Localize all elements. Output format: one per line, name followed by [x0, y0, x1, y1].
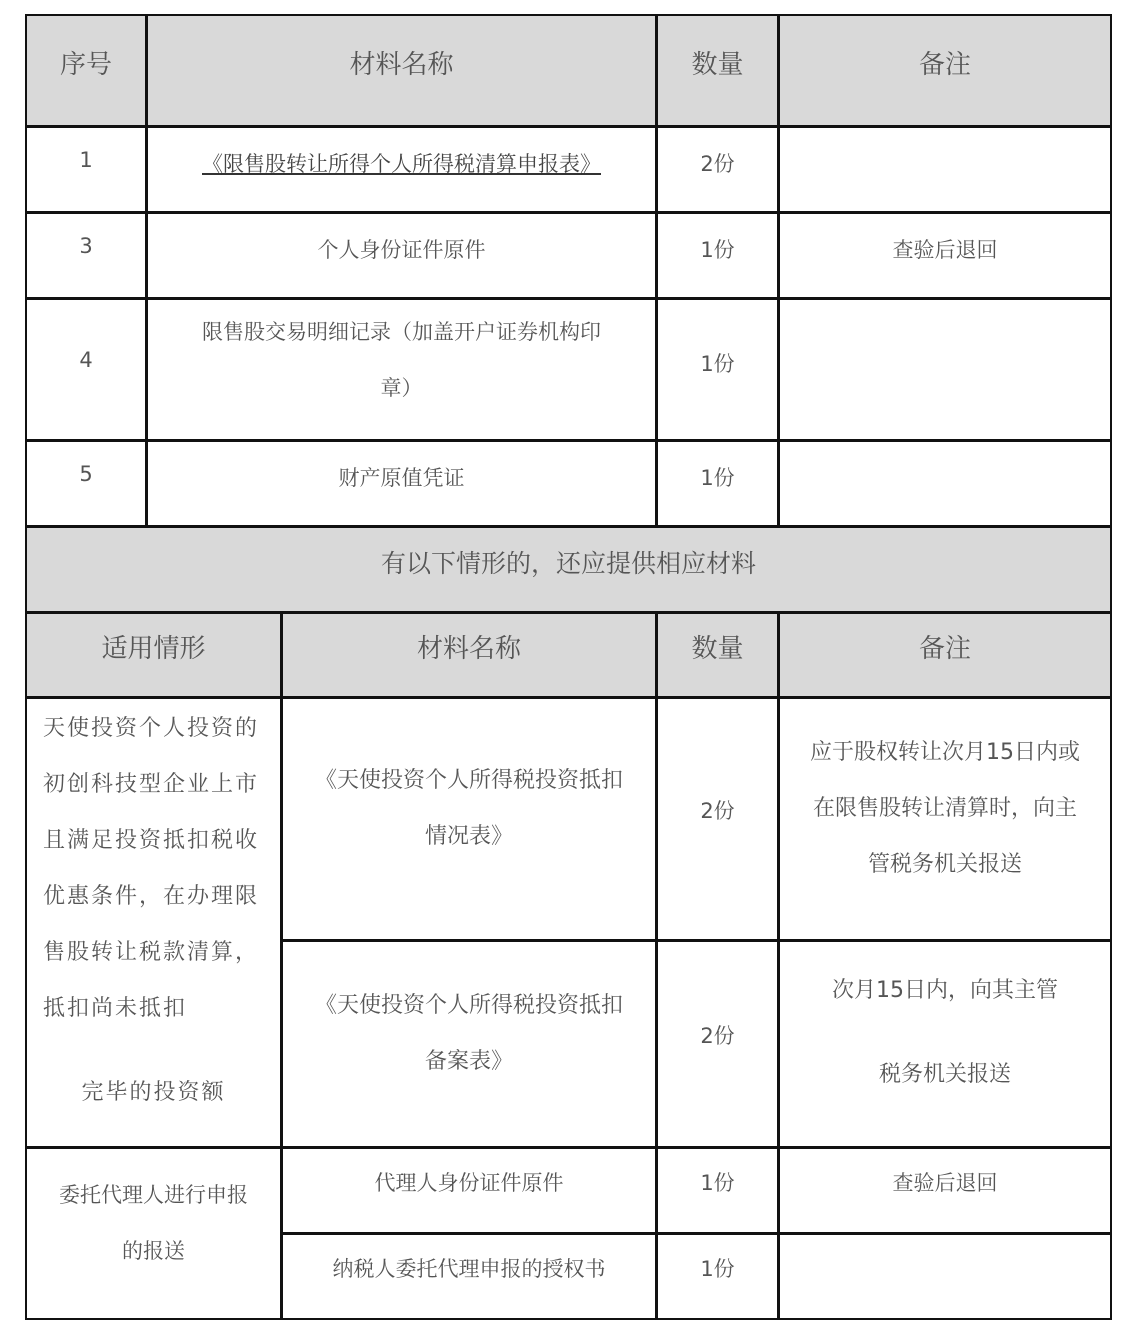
row-material-line: 备案表》 — [424, 1049, 513, 1074]
row-index: 3 — [79, 234, 93, 258]
situation-angel-investment — [25, 697, 282, 1148]
header-quantity-label: 数量 — [691, 634, 744, 664]
row-notes-line: 次月15日内，向其主管 — [832, 978, 1058, 1003]
header-quantity-2 — [656, 612, 779, 698]
row-quantity: 1份 — [700, 1257, 735, 1281]
header-material-2 — [281, 612, 657, 698]
row-index: 5 — [79, 462, 93, 486]
header-material-label: 材料名称 — [416, 634, 521, 664]
row-material: 纳税人委托代理申报的授权书 — [332, 1257, 606, 1281]
situation-line: 委托代理人进行申报 — [59, 1183, 248, 1207]
row-quantity: 2份 — [700, 1024, 735, 1048]
row-quantity: 1份 — [700, 352, 735, 376]
header-index — [25, 14, 147, 127]
row-index: 4 — [79, 348, 93, 372]
header-quantity — [656, 14, 779, 127]
section-banner-text: 有以下情形的，还应提供相应材料 — [380, 549, 756, 578]
table-row-1-notes — [778, 126, 1112, 213]
row-notes-line: 应于股权转让次月15日内或 — [810, 740, 1080, 765]
table-row-investment-filing-quantity — [656, 940, 779, 1148]
situation-line: 优惠条件，在办理限 — [43, 884, 260, 909]
row-material-line: 章） — [380, 376, 423, 400]
material-link[interactable]: 《限售股转让所得个人所得税清算申报表》 — [202, 152, 601, 176]
table-row-3-index — [25, 212, 147, 299]
table-row-authorization-material — [281, 1233, 657, 1320]
table-row-agent-id-quantity — [656, 1147, 779, 1234]
table-row-agent-id-material — [281, 1147, 657, 1234]
table-row-5-material — [146, 440, 657, 527]
situation-line: 天使投资个人投资的 — [43, 716, 260, 741]
situation-line: 初创科技型企业上市 — [43, 772, 260, 797]
row-quantity: 1份 — [700, 238, 735, 262]
header-material — [146, 14, 657, 127]
header-notes-label: 备注 — [918, 50, 971, 80]
situation-agent-filing — [25, 1147, 282, 1320]
situation-line: 完毕的投资额 — [81, 1080, 226, 1105]
row-material: 代理人身份证件原件 — [374, 1171, 564, 1195]
table-row-1-material — [146, 126, 657, 213]
situation-line: 且满足投资抵扣税收 — [43, 828, 260, 853]
header-index-label: 序号 — [59, 50, 112, 80]
table-row-3-quantity — [656, 212, 779, 299]
table-row-4-material — [146, 298, 657, 441]
table-row-4-index — [25, 298, 147, 441]
row-material: 财产原值凭证 — [338, 466, 465, 490]
table-row-5-quantity — [656, 440, 779, 527]
row-notes-line: 在限售股转让清算时，向主 — [812, 796, 1077, 821]
row-quantity: 2份 — [700, 152, 735, 176]
situation-line: 的报送 — [122, 1239, 185, 1263]
table-row-5-index — [25, 440, 147, 527]
table-row-investment-status-material — [281, 697, 657, 941]
table-row-investment-filing-notes — [778, 940, 1112, 1148]
row-quantity: 1份 — [700, 466, 735, 490]
row-material-line: 《天使投资个人所得税投资抵扣 — [314, 768, 623, 793]
row-material-line: 《天使投资个人所得税投资抵扣 — [314, 993, 623, 1018]
table-row-5-notes — [778, 440, 1112, 527]
row-notes-line: 管税务机关报送 — [867, 852, 1022, 877]
table-row-3-material — [146, 212, 657, 299]
header-situation — [25, 612, 282, 698]
row-material: 个人身份证件原件 — [317, 238, 486, 262]
row-material-line: 情况表》 — [424, 824, 513, 849]
header-material-label: 材料名称 — [349, 50, 454, 80]
row-quantity: 1份 — [700, 1171, 735, 1195]
table-row-4-notes — [778, 298, 1112, 441]
row-notes: 查验后退回 — [892, 1171, 998, 1195]
situation-line: 售股转让税款清算， — [43, 940, 260, 965]
row-notes: 查验后退回 — [892, 238, 998, 262]
header-notes-2 — [778, 612, 1112, 698]
table-row-investment-filing-material — [281, 940, 657, 1148]
situation-line: 抵扣尚未抵扣 — [43, 996, 188, 1021]
row-material-line: 限售股交易明细记录（加盖开户证券机构印 — [202, 320, 601, 344]
table-row-3-notes — [778, 212, 1112, 299]
header-situation-label: 适用情形 — [101, 634, 206, 664]
row-index: 1 — [79, 148, 93, 172]
section-banner — [25, 526, 1112, 613]
header-quantity-label: 数量 — [691, 50, 744, 80]
row-quantity: 2份 — [700, 799, 735, 823]
table-row-1-quantity — [656, 126, 779, 213]
table-row-investment-status-notes — [778, 697, 1112, 941]
table-row-authorization-notes — [778, 1233, 1112, 1320]
table-row-1-index — [25, 126, 147, 213]
header-notes — [778, 14, 1112, 127]
table-row-4-quantity — [656, 298, 779, 441]
table-row-investment-status-quantity — [656, 697, 779, 941]
row-notes-line: 税务机关报送 — [878, 1062, 1011, 1087]
table-row-authorization-quantity — [656, 1233, 779, 1320]
header-notes-label: 备注 — [918, 634, 971, 664]
table-row-agent-id-notes — [778, 1147, 1112, 1234]
